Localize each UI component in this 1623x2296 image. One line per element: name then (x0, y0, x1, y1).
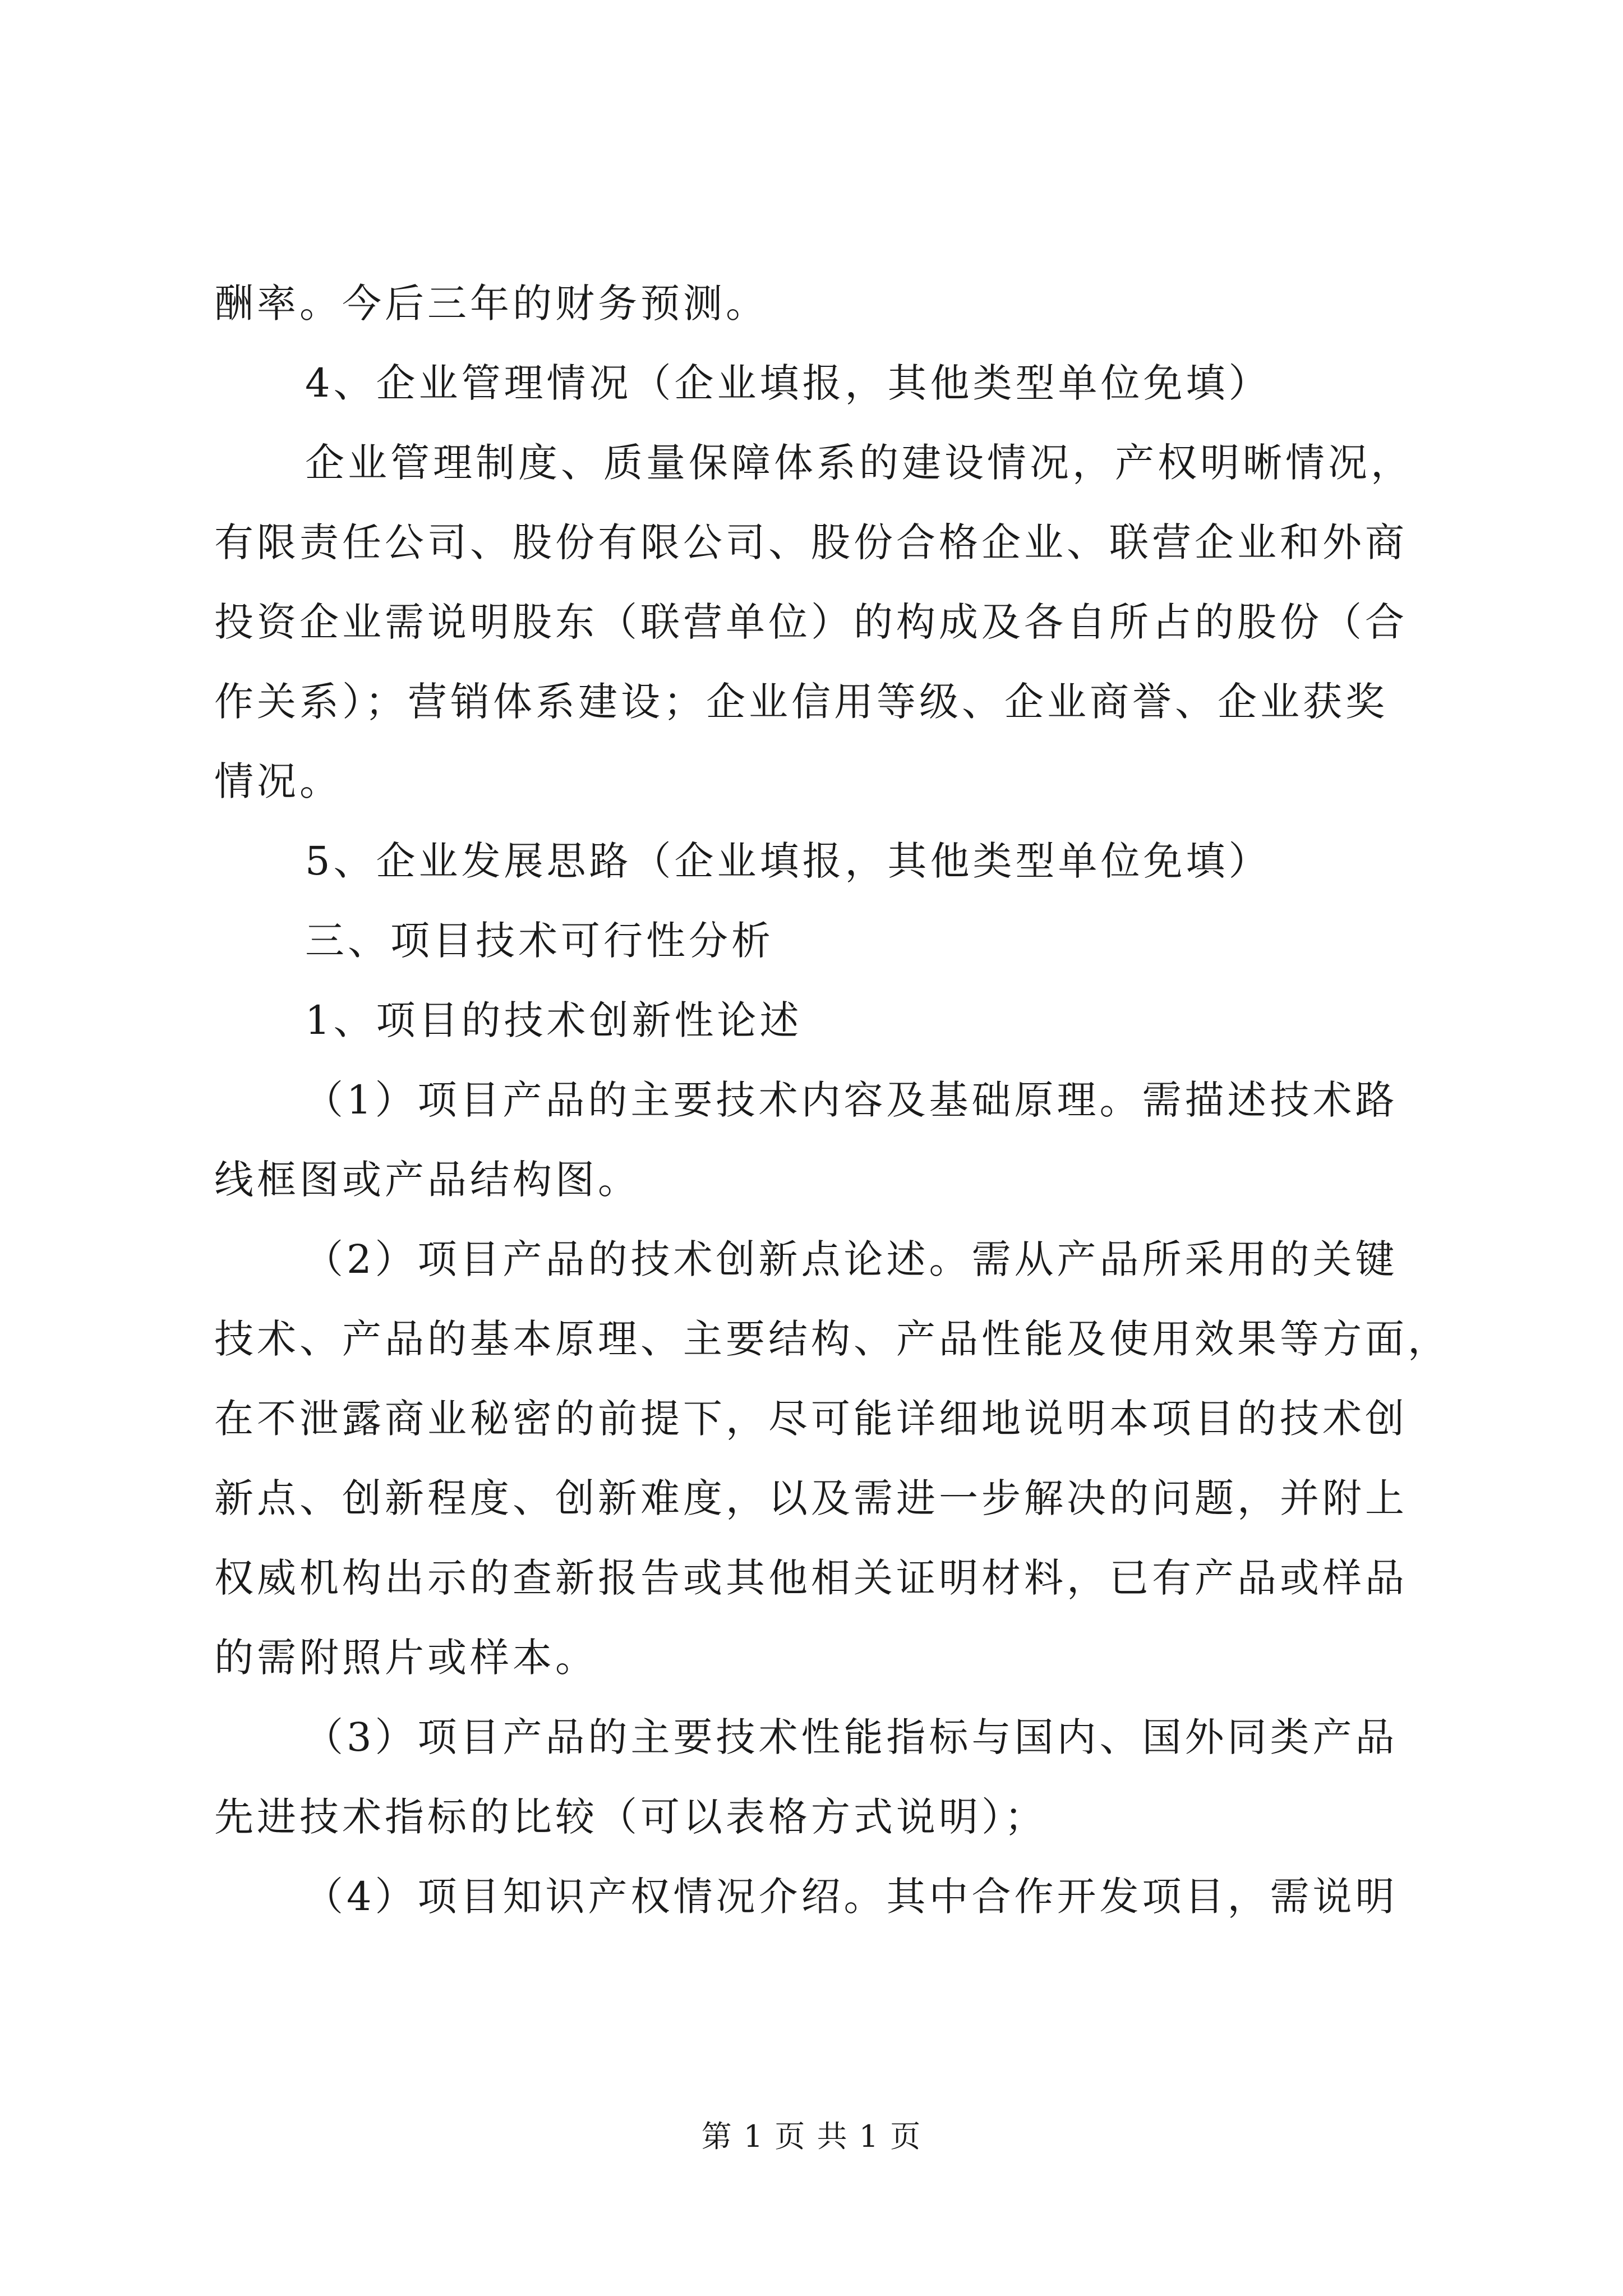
paragraph-line: 酬率。今后三年的财务预测。 (214, 280, 768, 326)
paragraph-line: （2）项目产品的技术创新点论述。需从产品所采用的关键 (304, 1236, 1398, 1282)
paragraph-line: （1）项目产品的主要技术内容及基础原理。需描述技术路 (304, 1077, 1398, 1123)
document-body (214, 264, 1450, 1936)
paragraph-line: 的需附照片或样本。 (214, 1635, 598, 1681)
paragraph-line: 先进技术指标的比较（可以表格方式说明）； (214, 1794, 1047, 1840)
paragraph-line: 技术、产品的基本原理、主要结构、产品性能及使用效果等方面， (214, 1316, 1450, 1362)
paragraph-line: 作关系）；营销体系建设；企业信用等级、企业商誉、企业获奖 (214, 679, 1388, 725)
paragraph-line: （3）项目产品的主要技术性能指标与国内、国外同类产品 (304, 1714, 1398, 1760)
paragraph-line: 权威机构出示的查新报告或其他相关证明材料，已有产品或样品 (214, 1555, 1408, 1601)
paragraph-line: （4）项目知识产权情况介绍。其中合作开发项目，需说明 (304, 1874, 1398, 1920)
paragraph-line: 投资企业需说明股东（联营单位）的构成及各自所占的股份（合 (214, 599, 1408, 645)
section-heading: 1、项目的技术创新性论述 (305, 997, 803, 1043)
paragraph-line: 情况。 (214, 758, 342, 804)
section-heading: 三、项目技术可行性分析 (305, 918, 774, 964)
paragraph-line: 在不泄露商业秘密的前提下，尽可能详细地说明本项目的技术创 (214, 1396, 1408, 1442)
paragraph-line: 企业管理制度、质量保障体系的建设情况，产权明晰情况， (305, 440, 1413, 486)
paragraph-line: 线框图或产品结构图。 (214, 1157, 640, 1203)
paragraph-line: 有限责任公司、股份有限公司、股份合格企业、联营企业和外商 (214, 519, 1408, 565)
page-number-footer: 第 1 页 共 1 页 (701, 2119, 922, 2154)
paragraph-line: 新点、创新程度、创新难度，以及需进一步解决的问题，并附上 (214, 1475, 1408, 1521)
section-heading: 5、企业发展思路（企业填报，其他类型单位免填） (305, 838, 1271, 884)
section-heading: 4、企业管理情况（企业填报，其他类型单位免填） (305, 360, 1271, 406)
